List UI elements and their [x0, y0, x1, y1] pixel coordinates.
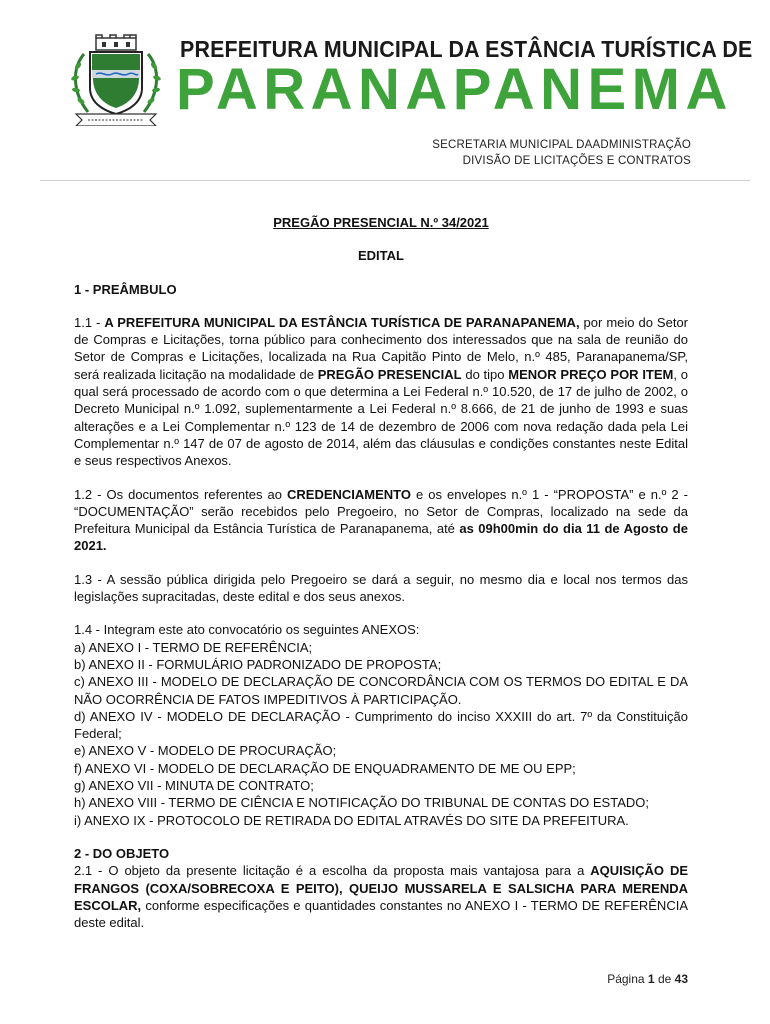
divisao-label: DIVISÃO DE LICITAÇÕES E CONTRATOS	[462, 155, 691, 167]
paragraph-1-3: 1.3 - A sessão pública dirigida pelo Pregoeiro se dará a seguir, no mesmo dia e local nos termos das legislações supracitadas, deste edital e dos seus anexos.	[74, 571, 688, 605]
p11-text3: , o qual será processado de acordo com o que determina a Lei Federal n.º 10.520, de 17 de julho de 2002, o Decreto Municipal n.º 1.092, suplementarmente a Lei Federal n.º 8.666, de 21 de junho de 1993 e suas alterações e a Lei Complementar n.º 123 de 14 de dezembro de 2006 com nova redação dada pela Lei Complementar n.º 147 de 07 de agosto de 2014, além das cláusulas e condições constantes neste Edital e seus respectivos Anexos.	[74, 366, 688, 469]
p11-prefix: 1.1 -	[74, 314, 105, 330]
page-footer	[607, 972, 688, 986]
document-body	[74, 210, 688, 931]
p21-text2: conforme especificações e quantidades constantes no ANEXO I - TERMO DE REFERÊNCIA deste edital.	[74, 897, 688, 931]
paragraph-2-1	[74, 862, 688, 931]
edital-title: EDITAL	[358, 248, 404, 264]
paragraph-1-2	[74, 486, 688, 555]
p12-bold-credenciamento: CREDENCIAMENTO	[287, 486, 411, 502]
secretaria-label: SECRETARIA MUNICIPAL DAADMINISTRAÇÃO	[432, 139, 691, 151]
paragraph-1-4-intro: 1.4 - Integram este ato convocatório os seguintes ANEXOS:	[74, 622, 420, 638]
page-number: 1	[647, 972, 655, 986]
list-item: b) ANEXO II - FORMULÁRIO PADRONIZADO DE PROPOSTA;	[74, 656, 442, 672]
header-divider	[40, 180, 750, 181]
list-item: i) ANEXO IX - PROTOCOLO DE RETIRADA DO EDITAL ATRAVÉS DO SITE DA PREFEITURA.	[74, 812, 629, 828]
letterhead	[0, 0, 770, 182]
p12-text2: e os envelopes n.º 1 - “PROPOSTA” e n.º 2 - “DOCUMENTAÇÃO” serão recebidos pelo Pregoeiro, no Setor de Compras, localizado na sede da Prefeitura Municipal da Estância Turística de Paranapanema, até	[74, 486, 688, 537]
municipal-coat-of-arms-icon	[66, 34, 166, 126]
p21-text1: 2.1 - O objeto da presente licitação é a escolha da proposta mais vantajosa para a	[74, 863, 591, 879]
list-item: a) ANEXO I - TERMO DE REFERÊNCIA;	[74, 639, 313, 655]
paragraph-1-1	[74, 314, 688, 470]
p12-bold-deadline: as 09h00min do dia 11 de Agosto de 2021.	[74, 521, 688, 554]
list-item: e) ANEXO V - MODELO DE PROCURAÇÃO;	[74, 743, 337, 759]
p11-bold-type: MENOR PREÇO POR ITEM	[508, 366, 674, 382]
p12-text1: 1.2 - Os documentos referentes ao	[74, 486, 287, 502]
annex-list	[74, 639, 688, 829]
list-item: g) ANEXO VII - MINUTA DE CONTRATO;	[74, 778, 314, 794]
p21-bold-object: AQUISIÇÃO DE FRANGOS (COXA/SOBRECOXA E PEITO), QUEIJO MUSSARELA E SALSICHA PARA MERENDA ESCOLAR,	[74, 863, 689, 913]
p11-text2: do tipo	[461, 366, 509, 382]
list-item: d) ANEXO IV - MODELO DE DECLARAÇÃO - Cumprimento do inciso XXXIII do art. 7º da Constituição Federal;	[74, 708, 688, 742]
of-label: de	[657, 972, 672, 986]
section-2-title: 2 - DO OBJETO	[74, 845, 170, 861]
p11-bold-modality: PREGÃO PRESENCIAL	[317, 366, 462, 382]
list-item: c) ANEXO III - MODELO DE DECLARAÇÃO DE CONCORDÂNCIA COM OS TERMOS DO EDITAL E DA NÃO OCORRÊNCIA DE FATOS IMPEDITIVOS À PARTICIPAÇÃO.	[74, 674, 688, 707]
department-block	[432, 137, 691, 169]
section-1-title: 1 - PREÂMBULO	[74, 281, 177, 297]
municipality-name: PARANAPANEMA	[176, 57, 733, 122]
municipality-title: PREFEITURA MUNICIPAL DA ESTÂNCIA TURÍSTICA DE	[180, 36, 753, 62]
list-item: h) ANEXO VIII - TERMO DE CIÊNCIA E NOTIFICAÇÃO DO TRIBUNAL DE CONTAS DO ESTADO;	[74, 795, 649, 811]
list-item: f) ANEXO VI - MODELO DE DECLARAÇÃO DE ENQUADRAMENTO DE ME OU EPP;	[74, 760, 576, 776]
pregao-title: PREGÃO PRESENCIAL N.º 34/2021	[273, 215, 489, 230]
p11-text1: por meio do Setor de Compras e Licitações, torna público para conhecimento dos interessados que na sala de reunião do Setor de Compras e Licitações, localizada na Rua Capitão Pinto de Melo, n.º 485, Paranapanema/SP, será realizada licitação na modalidade de	[74, 314, 688, 382]
p11-bold-entity: A PREFEITURA MUNICIPAL DA ESTÂNCIA TURÍSTICA DE PARANAPANEMA,	[104, 314, 580, 330]
page-label: Página	[607, 972, 645, 986]
page-total: 43	[674, 972, 688, 986]
